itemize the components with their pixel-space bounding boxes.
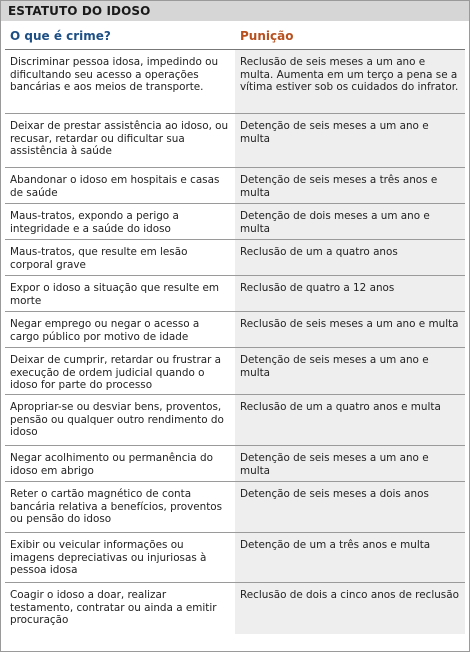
table-row [5,168,465,204]
crime-cell: Reter o cartão magnético de conta bancária relativa a benefícios, proventos ou pensão do idoso [5,482,235,533]
crime-cell: Abandonar o idoso em hospitais e casas de saúde [5,168,235,204]
punishment-cell: Reclusão de dois a cinco anos de reclusão [235,583,465,635]
punishment-cell: Detenção de seis meses a dois anos [235,482,465,533]
column-header-punishment: Punição [235,24,465,50]
punishment-cell: Reclusão de um a quatro anos [235,240,465,276]
table-row [5,348,465,395]
crime-cell: Deixar de prestar assistência ao idoso, ou recusar, retardar ou dificultar sua assistência à saúde [5,114,235,168]
table-row [5,204,465,240]
crime-cell: Negar acolhimento ou permanência do idoso em abrigo [5,446,235,482]
table-row [5,312,465,348]
punishment-cell: Detenção de dois meses a um ano e multa [235,204,465,240]
table-row [5,240,465,276]
table-row [5,533,465,583]
crime-cell: Maus-tratos, expondo a perigo a integridade e a saúde do idoso [5,204,235,240]
table-row [5,446,465,482]
table-row [5,276,465,312]
document-title: ESTATUTO DO IDOSO [1,1,469,21]
punishment-cell: Detenção de seis meses a um ano e multa [235,446,465,482]
punishment-cell: Reclusão de um a quatro anos e multa [235,395,465,446]
crime-cell: Exibir ou veicular informações ou imagens depreciativas ou injuriosas à pessoa idosa [5,533,235,583]
punishment-cell: Reclusão de seis meses a um ano e multa [235,312,465,348]
crime-cell: Negar emprego ou negar o acesso a cargo público por motivo de idade [5,312,235,348]
table-row [5,114,465,168]
table-row [5,482,465,533]
crime-cell: Apropriar-se ou desviar bens, proventos, pensão ou qualquer outro rendimento do idoso [5,395,235,446]
table-row [5,583,465,635]
crime-cell: Deixar de cumprir, retardar ou frustrar a execução de ordem judicial quando o idoso for parte do processo [5,348,235,395]
crime-cell: Maus-tratos, que resulte em lesão corporal grave [5,240,235,276]
table-row [5,50,465,114]
crime-cell: Coagir o idoso a doar, realizar testamento, contratar ou ainda a emitir procuração [10,589,217,626]
punishment-cell: Reclusão de seis meses a um ano e multa. Aumenta em um terço a pena se a vítima estiver sob os cuidados do infrator. [235,50,465,114]
column-header-crime: O que é crime? [5,24,235,50]
punishment-cell: Detenção de seis meses a três anos e multa [235,168,465,204]
punishment-cell: Detenção de seis meses a um ano e multa [235,348,465,395]
crimes-table [5,24,465,634]
punishment-cell: Detenção de seis meses a um ano e multa [235,114,465,168]
table-row [5,395,465,446]
punishment-cell: Reclusão de quatro a 12 anos [235,276,465,312]
table-header-row [5,24,465,50]
punishment-cell: Detenção de um a três anos e multa [235,533,465,583]
crime-cell: Expor o idoso a situação que resulte em morte [5,276,235,312]
crime-cell: Discriminar pessoa idosa, impedindo ou dificultando seu acesso a operações bancárias e aos meios de transporte. [5,50,235,114]
